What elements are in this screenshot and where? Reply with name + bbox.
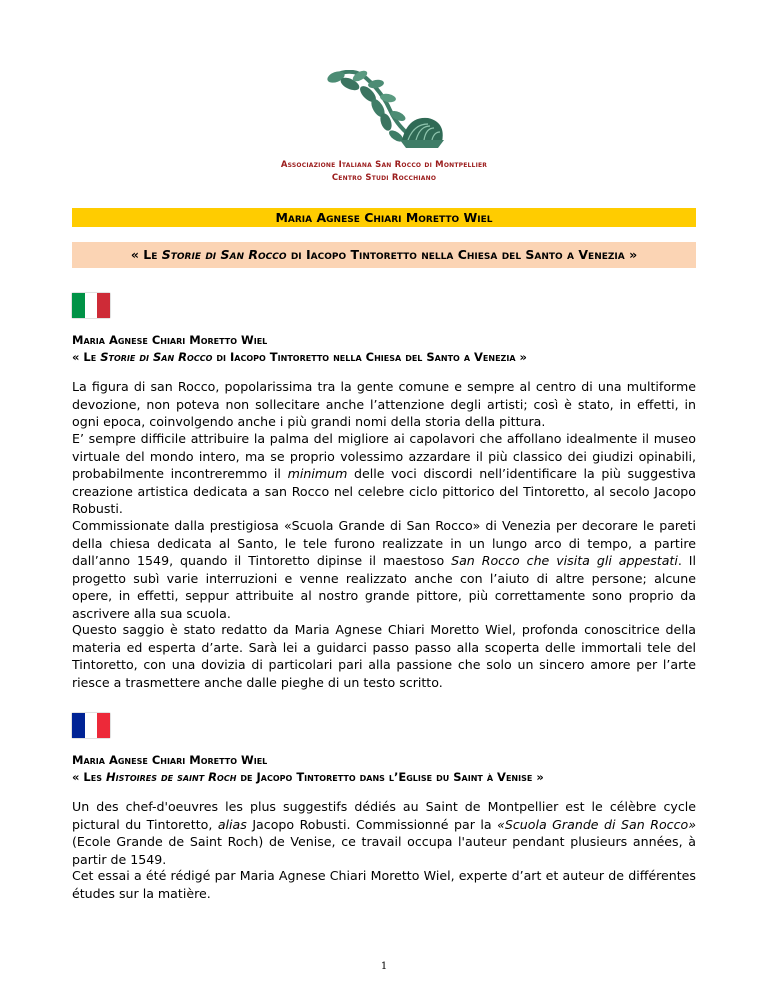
italian-paragraph-3 [72,517,696,623]
french-paragraph-1 [72,798,696,868]
association-name: Associazione Italiana San Rocco di Montpellier [280,160,488,170]
title-emphasis: Storie di San Rocco [161,247,287,262]
italian-title-suffix: di Iacopo Tintoretto nella Chiesa del Santo a Venezia » [212,350,527,364]
paragraph-emphasis: minimum [287,466,348,482]
flag-stripe-white [85,293,98,318]
paragraph-text: Commissionate dalla prestigiosa «Scuola Grande di San Rocco» di Venezia per decorare le pareti della chiesa dedicata al Santo, le tele furono realizzate in un lungo arco di tempo, a partire dall’anno 1549, quando il Tintoretto dipinse il maestoso [72,518,696,569]
flag-stripe-green [72,293,85,318]
paragraph-text: Jacopo Robusti. Commissionné par la [246,816,498,832]
italian-title-prefix: « Le [72,350,101,364]
title-banner [72,242,696,268]
flag-stripe-red [97,293,110,318]
italian-title-emphasis: Storie di San Rocco [100,350,213,364]
paragraph-text: (Ecole Grande de Saint Roch) de Venise, ce travail occupa l'auteur pendant plusieurs années, à partir de 1549. [72,834,696,867]
italian-paragraph-1: La figura di san Rocco, popolarissima tra la gente comune e sempre al centro di una multiforme devozione, non poteva non sollecitare anche l’attenzione degli artisti; così è stato, in effetti, in ogni epoca, coinvolgendo anche i più grandi nomi della storia della pittura. [72,379,696,430]
paragraph-emphasis: San Rocco che visita gli appestati [451,553,678,569]
french-title-prefix: « Les [72,770,106,784]
paragraph-emphasis: «Scuola Grande di San Rocco» [497,816,696,832]
italian-paragraph-4: Questo saggio è stato redatto da Maria Agnese Chiari Moretto Wiel, profonda conoscitrice della materia ed esperta d’arte. Sarà lei a guidarci passo passo alla scoperta delle immortali tele del Tintoretto, con una dovizia di particolari pari alla passione che solo un sincero amore per l’arte riesce a trasmettere anche dalle pieghe di un testo scritto. [72,622,696,690]
paragraph-emphasis: alias [217,816,247,832]
page-number: 1 [380,961,388,972]
italian-paragraph-2 [72,430,696,518]
paragraph-text: Un des chef-d'oeuvres les plus suggestifs dédiés au Saint de Montpellier est le célèbre cycle pictural du Tintoretto, [72,799,696,832]
french-heading [72,752,696,786]
association-subtitle: Centro Studi Rocchiano [331,173,437,183]
french-title-emphasis: Histoires de saint Roch [106,770,237,784]
scallop-shell-with-laurel-icon [324,70,448,152]
title-prefix: « Le [130,247,162,262]
paragraph-text: E’ sempre difficile attribuire la palma del migliore ai capolavori che affollano idealmente il museo virtuale del mondo intero, ma se proprio volessimo azzardare il più classico dei giudizi opinabili, probabilmente incontreremmo il [72,431,696,482]
italian-heading-author: Maria Agnese Chiari Moretto Wiel [72,333,268,347]
flag-stripe-red [97,713,110,738]
italy-flag-icon [72,293,110,318]
flag-stripe-blue [72,713,85,738]
flag-stripe-white [85,713,98,738]
author-banner: Maria Agnese Chiari Moretto Wiel [72,208,696,227]
french-paragraph-2: Cet essai a été rédigé par Maria Agnese Chiari Moretto Wiel, experte d’art et auteur de différentes études sur la matière. [72,868,696,901]
french-heading-author: Maria Agnese Chiari Moretto Wiel [72,753,268,767]
paragraph-text: . Il progetto subì varie interruzioni e venne realizzato anche con l’aiuto di altre persone; alcune opere, in effetti, seppur attribuite al nostro grande pittore, più correttamente sono proprio da ascrivere alla sua scuola. [72,553,697,621]
french-title-suffix: de Jacopo Tintoretto dans l’Eglise du Saint à Venise » [236,770,544,784]
title-suffix: di Iacopo Tintoretto nella Chiesa del Santo a Venezia » [286,247,638,262]
italian-heading [72,332,696,366]
italian-heading-title [72,349,696,366]
french-heading-title [72,769,696,786]
france-flag-icon [72,713,110,738]
paragraph-text: delle voci discordi nell’identificare la più suggestiva creazione artistica dedicata a san Rocco nel celebre ciclo pittorico del Tintoretto, al secolo Jacopo Robusti. [72,466,696,517]
